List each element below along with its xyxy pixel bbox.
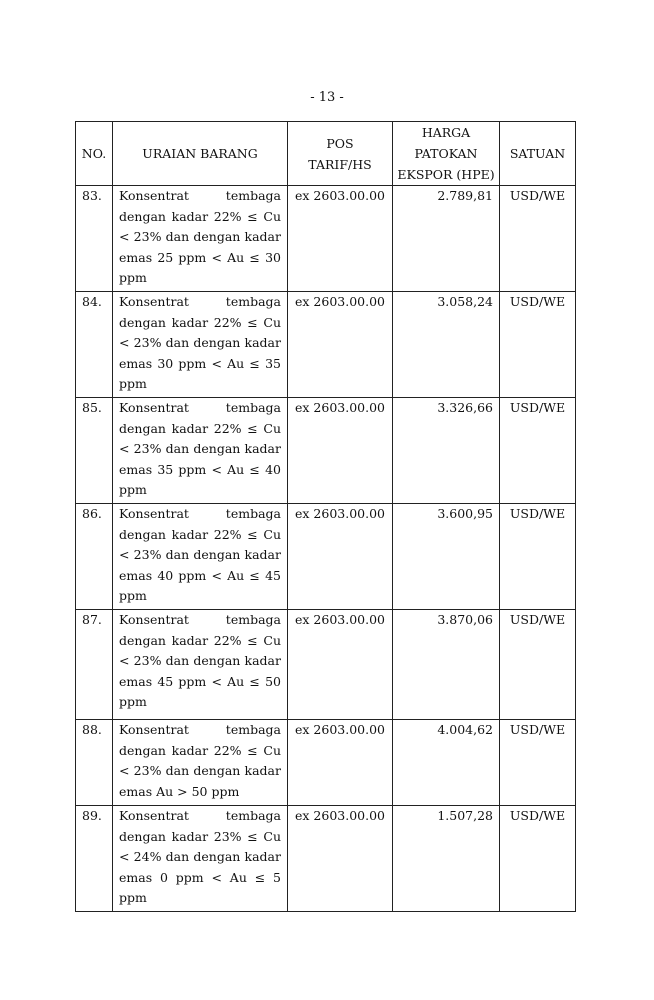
table-row <box>76 292 576 398</box>
page-number: - 13 - <box>310 90 344 105</box>
row-pos-tarif: ex 2603.00.00 <box>288 806 393 912</box>
row-price: 3.326,66 <box>393 398 500 504</box>
row-number: 84. <box>76 292 113 398</box>
row-number: 88. <box>76 720 113 806</box>
row-price: 1.507,28 <box>393 806 500 912</box>
header-description: URAIAN BARANG <box>113 122 288 186</box>
header-price <box>393 122 500 186</box>
row-pos-tarif: ex 2603.00.00 <box>288 610 393 720</box>
table-row <box>76 504 576 610</box>
header-price-line: HARGA <box>421 125 471 140</box>
table-header-row <box>76 122 576 186</box>
header-no: NO. <box>76 122 113 186</box>
row-unit: USD/WE <box>500 292 576 398</box>
row-number: 87. <box>76 610 113 720</box>
row-pos-tarif: ex 2603.00.00 <box>288 720 393 806</box>
row-unit: USD/WE <box>500 610 576 720</box>
row-price: 4.004,62 <box>393 720 500 806</box>
row-price: 3.058,24 <box>393 292 500 398</box>
header-unit: SATUAN <box>500 122 576 186</box>
table-row <box>76 610 576 720</box>
row-pos-tarif: ex 2603.00.00 <box>288 186 393 292</box>
row-description: Konsentrat tembaga dengan kadar 22% ≤ Cu < 23% dan dengan kadar emas Au > 50 ppm <box>113 720 288 806</box>
row-number: 86. <box>76 504 113 610</box>
row-description: Konsentrat tembaga dengan kadar 22% ≤ Cu < 23% dan dengan kadar emas 30 ppm < Au ≤ 35 ppm <box>113 292 288 398</box>
row-description: Konsentrat tembaga dengan kadar 22% ≤ Cu < 23% dan dengan kadar emas 40 ppm < Au ≤ 45 ppm <box>113 504 288 610</box>
row-description: Konsentrat tembaga dengan kadar 22% ≤ Cu < 23% dan dengan kadar emas 35 ppm < Au ≤ 40 ppm <box>113 398 288 504</box>
header-pos-line: TARIF/HS <box>308 156 372 172</box>
row-price: 2.789,81 <box>393 186 500 292</box>
row-number: 83. <box>76 186 113 292</box>
row-number: 85. <box>76 398 113 504</box>
row-description: Konsentrat tembaga dengan kadar 22% ≤ Cu < 23% dan dengan kadar emas 25 ppm < Au ≤ 30 ppm <box>113 186 288 292</box>
row-price: 3.870,06 <box>393 610 500 720</box>
table-row <box>76 398 576 504</box>
table-row <box>76 720 576 806</box>
row-unit: USD/WE <box>500 504 576 610</box>
row-pos-tarif: ex 2603.00.00 <box>288 504 393 610</box>
row-description: Konsentrat tembaga dengan kadar 22% ≤ Cu < 23% dan dengan kadar emas 45 ppm < Au ≤ 50 ppm <box>113 610 288 720</box>
header-price-line: EKSPOR (HPE) <box>397 167 495 182</box>
row-description: Konsentrat tembaga dengan kadar 23% ≤ Cu < 24% dan dengan kadar emas 0 ppm < Au ≤ 5 ppm <box>113 806 288 912</box>
header-pos-line: POS <box>326 135 354 151</box>
header-pos-tarif <box>288 122 393 186</box>
row-pos-tarif: ex 2603.00.00 <box>288 398 393 504</box>
header-price-line: PATOKAN <box>414 146 478 161</box>
row-unit: USD/WE <box>500 806 576 912</box>
row-unit: USD/WE <box>500 720 576 806</box>
row-price: 3.600,95 <box>393 504 500 610</box>
row-unit: USD/WE <box>500 186 576 292</box>
row-unit: USD/WE <box>500 398 576 504</box>
export-price-table <box>75 121 576 912</box>
table-row <box>76 806 576 912</box>
row-pos-tarif: ex 2603.00.00 <box>288 292 393 398</box>
row-number: 89. <box>76 806 113 912</box>
table-row <box>76 186 576 292</box>
